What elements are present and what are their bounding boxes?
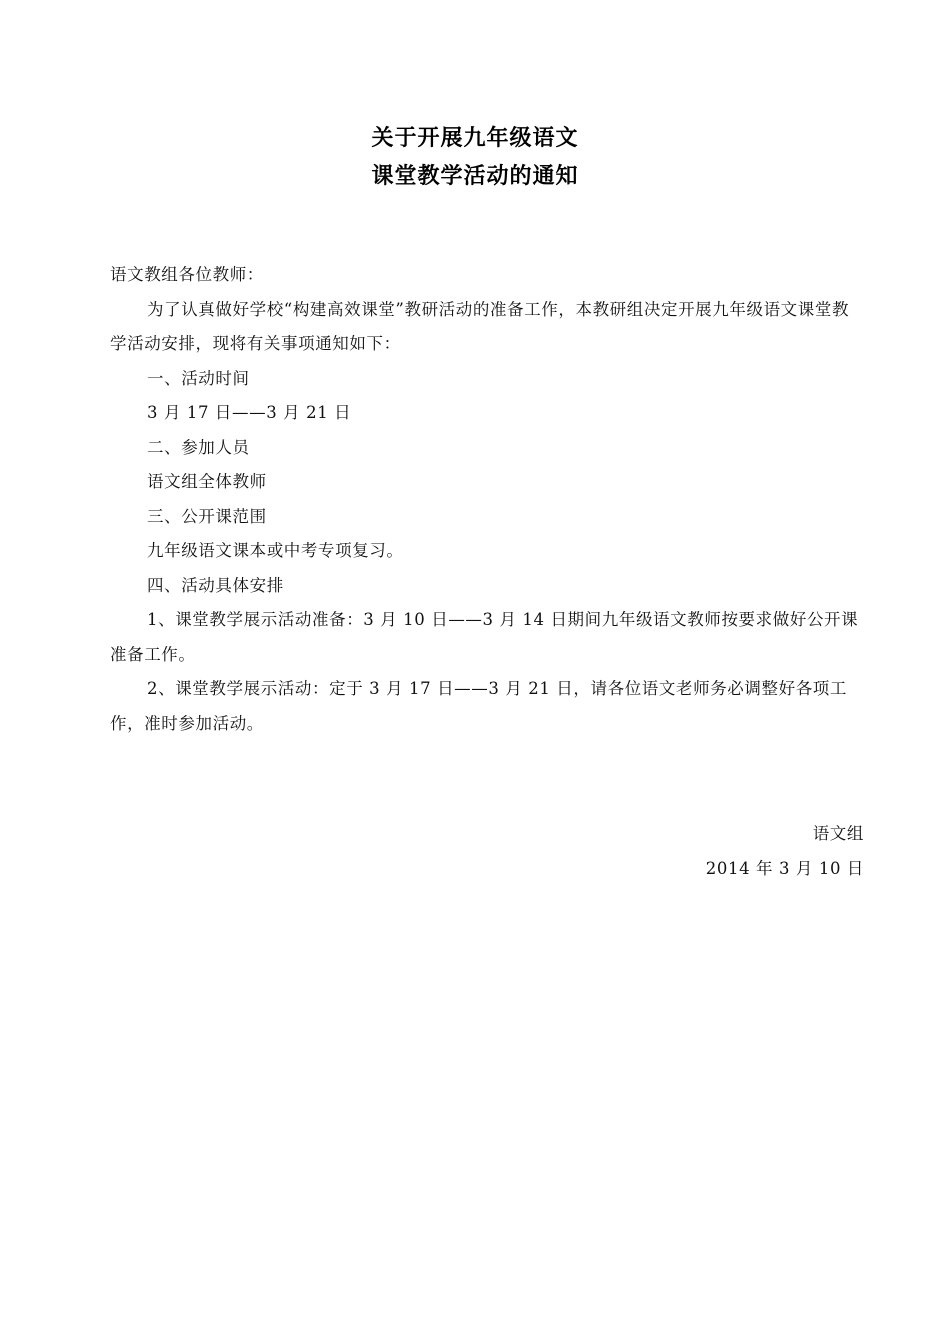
signature-date: 2014 年 3 月 10 日 — [705, 859, 864, 878]
document-body — [110, 258, 866, 741]
document-title-line-2: 课堂教学活动的通知 — [371, 164, 579, 189]
salutation: 语文教组各位教师： — [110, 265, 264, 284]
section-4-heading: 四、活动具体安排 — [147, 575, 284, 595]
section-3-heading: 三、公开课范围 — [147, 506, 267, 526]
section-2-content: 语文组全体教师 — [147, 472, 267, 491]
signature-organization: 语文组 — [812, 824, 864, 843]
arrangement-item-1: 1、课堂教学展示活动准备：3 月 10 日——3 月 14 日期间九年级语文教师按要求做好公开课准备工作。 — [110, 610, 859, 664]
arrangement-item-2: 2、课堂教学展示活动：定于 3 月 17 日——3 月 21 日，请各位语文老师务必调整好各项工作，准时参加活动。 — [110, 679, 847, 733]
section-1-content: 3 月 17 日——3 月 21 日 — [147, 403, 352, 422]
intro-paragraph: 为了认真做好学校“构建高效课堂”教研活动的准备工作，本教研组决定开展九年级语文课堂教学活动安排，现将有关事项通知如下： — [110, 299, 850, 353]
section-2-heading: 二、参加人员 — [147, 437, 250, 457]
document-title-line-1: 关于开展九年级语文 — [371, 126, 579, 151]
section-1-heading: 一、活动时间 — [147, 368, 250, 388]
section-3-content: 九年级语文课本或中考专项复习。 — [147, 541, 404, 560]
